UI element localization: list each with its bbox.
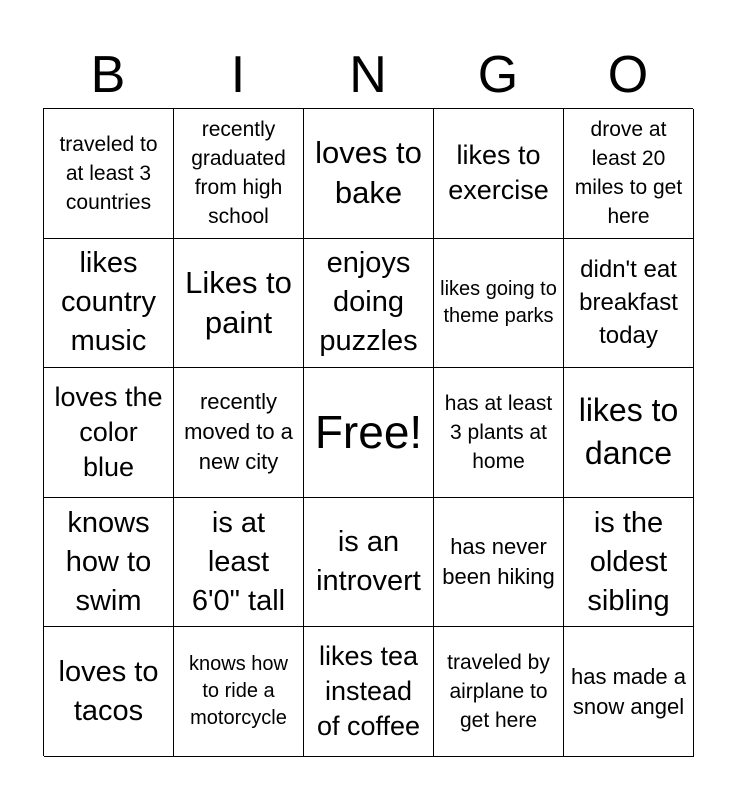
bingo-cell[interactable] bbox=[434, 627, 564, 757]
bingo-board bbox=[43, 108, 693, 756]
cell-text: recently graduated from high school bbox=[191, 118, 286, 229]
cell-text: recently moved to a new city bbox=[184, 389, 293, 475]
bingo-cell[interactable] bbox=[564, 498, 694, 628]
cell-text: has made a snow angel bbox=[571, 663, 686, 719]
bingo-cell[interactable] bbox=[564, 627, 694, 757]
cell-text: traveled to at least 3 countries bbox=[59, 132, 158, 214]
cell-text: likes tea instead of coffee bbox=[316, 641, 421, 742]
bingo-cell[interactable] bbox=[44, 627, 174, 757]
free-space[interactable] bbox=[304, 368, 434, 498]
bingo-header bbox=[43, 44, 693, 106]
bingo-cell[interactable] bbox=[564, 109, 694, 239]
bingo-cell[interactable] bbox=[44, 368, 174, 498]
bingo-cell[interactable] bbox=[434, 109, 564, 239]
cell-text: is at least 6'0" tall bbox=[191, 506, 286, 617]
bingo-cell[interactable] bbox=[174, 627, 304, 757]
bingo-cell[interactable] bbox=[304, 498, 434, 628]
header-letter-g: G bbox=[477, 46, 519, 104]
header-letter-b: B bbox=[90, 46, 126, 104]
cell-text: has never been hiking bbox=[442, 534, 555, 590]
cell-text: traveled by airplane to get here bbox=[447, 651, 550, 733]
cell-text: enjoys doing puzzles bbox=[319, 247, 418, 358]
cell-text: has at least 3 plants at home bbox=[444, 391, 553, 473]
cell-text: likes to dance bbox=[578, 392, 679, 472]
cell-text: is an introvert bbox=[316, 526, 421, 598]
cell-text: likes going to theme parks bbox=[440, 277, 557, 327]
bingo-cell[interactable] bbox=[174, 368, 304, 498]
cell-text: knows how to ride a motorcycle bbox=[189, 653, 288, 730]
bingo-cell[interactable] bbox=[304, 627, 434, 757]
cell-text: likes country music bbox=[60, 247, 157, 358]
bingo-cell[interactable] bbox=[564, 239, 694, 369]
bingo-cell[interactable] bbox=[304, 239, 434, 369]
cell-text: loves to bake bbox=[315, 135, 422, 211]
bingo-cell[interactable] bbox=[44, 239, 174, 369]
cell-text: is the oldest sibling bbox=[587, 506, 670, 617]
cell-text: Free! bbox=[314, 406, 423, 459]
cell-text: knows how to swim bbox=[65, 506, 152, 617]
bingo-cell[interactable] bbox=[174, 109, 304, 239]
bingo-cell[interactable] bbox=[304, 109, 434, 239]
bingo-cell[interactable] bbox=[174, 498, 304, 628]
bingo-cell[interactable] bbox=[44, 109, 174, 239]
bingo-cell[interactable] bbox=[434, 239, 564, 369]
cell-text: didn't eat breakfast today bbox=[579, 256, 678, 350]
header-letter-o: O bbox=[607, 46, 649, 104]
cell-text: Likes to paint bbox=[185, 264, 292, 340]
bingo-cell[interactable] bbox=[434, 368, 564, 498]
cell-text: drove at least 20 miles to get here bbox=[574, 118, 683, 229]
bingo-cell[interactable] bbox=[434, 498, 564, 628]
header-letter-i: I bbox=[230, 46, 246, 104]
bingo-cell[interactable] bbox=[564, 368, 694, 498]
bingo-cell[interactable] bbox=[44, 498, 174, 628]
cell-text: loves the color blue bbox=[54, 381, 163, 482]
header-letter-n: N bbox=[349, 46, 387, 104]
cell-text: likes to exercise bbox=[448, 140, 549, 206]
cell-text: loves to tacos bbox=[58, 655, 159, 727]
bingo-cell[interactable] bbox=[174, 239, 304, 369]
